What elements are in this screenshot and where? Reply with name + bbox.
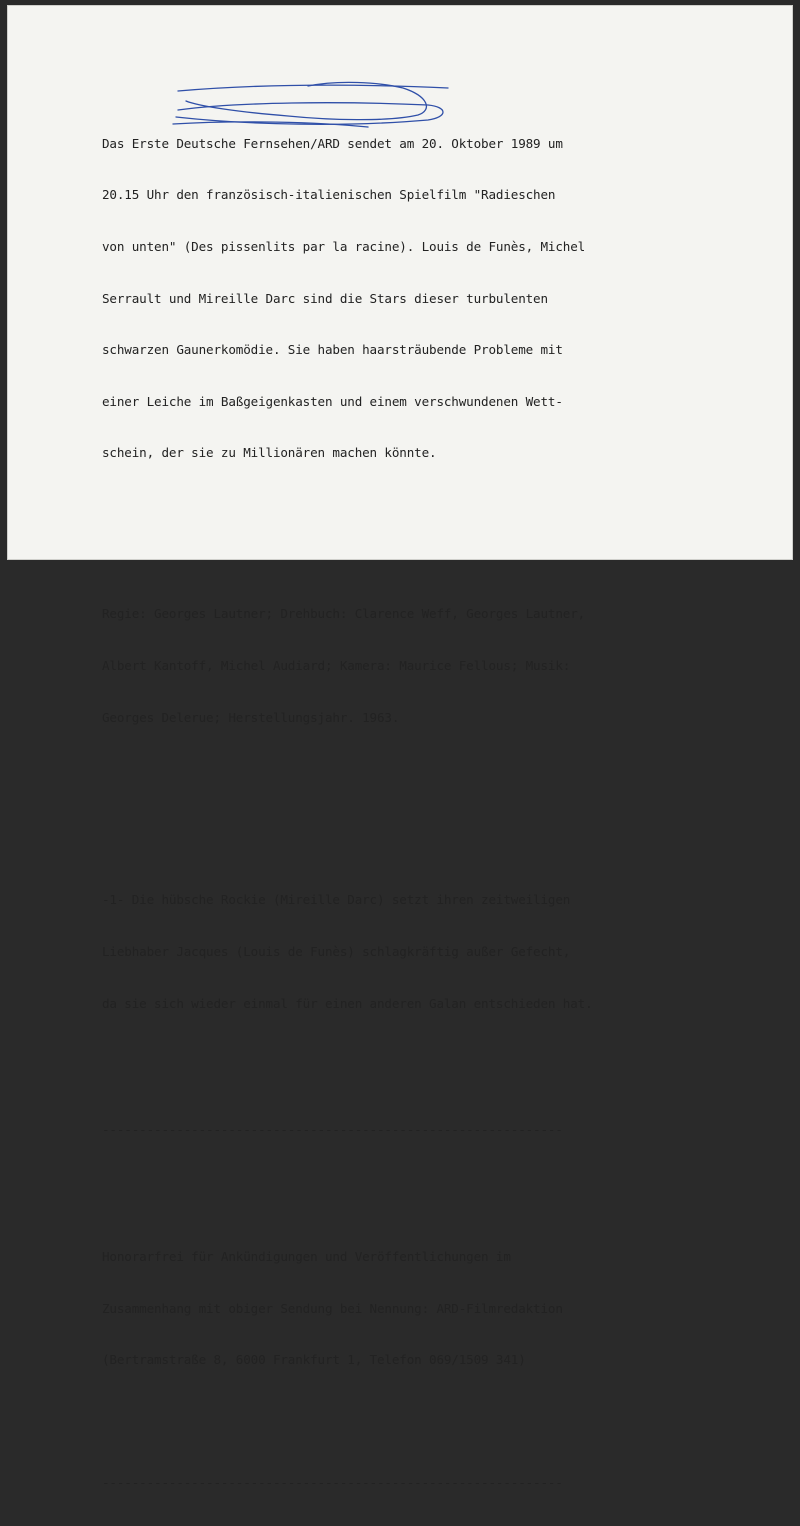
text-line: schwarzen Gaunerkomödie. Sie haben haarsträubende Probleme mit — [102, 342, 563, 358]
photo-caption — [102, 857, 662, 1046]
text-line: Serrault und Mireille Darc sind die Stars dieser turbulenten — [102, 290, 548, 306]
copyright-notice — [102, 1214, 662, 1403]
text-line: schein, der sie zu Millionären machen könnte. — [102, 445, 437, 461]
text-line: Zusammenhang mit obiger Sendung bei Nennung: ARD-Filmredaktion — [102, 1300, 563, 1316]
text-line: von unten" (Des pissenlits par la racine). Louis de Funès, Michel — [102, 239, 586, 255]
text-line: Honorarfrei für Ankündigungen und Veröffentlichungen im — [102, 1249, 511, 1265]
text-line: Regie: Georges Lautner; Drehbuch: Clarence Weff, Georges Lautner, — [102, 606, 586, 622]
text-line: Liebhaber Jacques (Louis de Funès) schlagkräftig außer Gefecht, — [102, 943, 571, 959]
text-line: Albert Kantoff, Michel Audiard; Kamera: Maurice Fellous; Musik: — [102, 657, 571, 673]
paragraph-broadcast — [102, 100, 662, 496]
paragraph-credits — [102, 571, 662, 760]
text-line: da sie sich wieder einmal für einen anderen Galan entschieden hat. — [102, 995, 593, 1011]
text-line: Das Erste Deutsche Fernsehen/ARD sendet am 20. Oktober 1989 um — [102, 135, 563, 151]
text-line: -1- Die hübsche Rockie (Mireille Darc) setzt ihren zeitweiligen — [102, 892, 571, 908]
text-line: Georges Delerue; Herstellungsjahr. 1963. — [102, 709, 400, 725]
text-line: 20.15 Uhr den französisch-italienischen Spielfilm "Radieschen — [102, 187, 556, 203]
text-line: (Bertramstraße 8, 6000 Frankfurt 1, Telefon 069/1509 341) — [102, 1352, 526, 1368]
press-sheet — [8, 6, 792, 1490]
separator-bottom: -------------------------------------------------------------- — [102, 1474, 563, 1490]
typed-text — [102, 66, 662, 1526]
separator-top: -------------------------------------------------------------- — [102, 1121, 563, 1137]
text-line: einer Leiche im Baßgeigenkasten und einem verschwundenen Wett- — [102, 393, 563, 409]
